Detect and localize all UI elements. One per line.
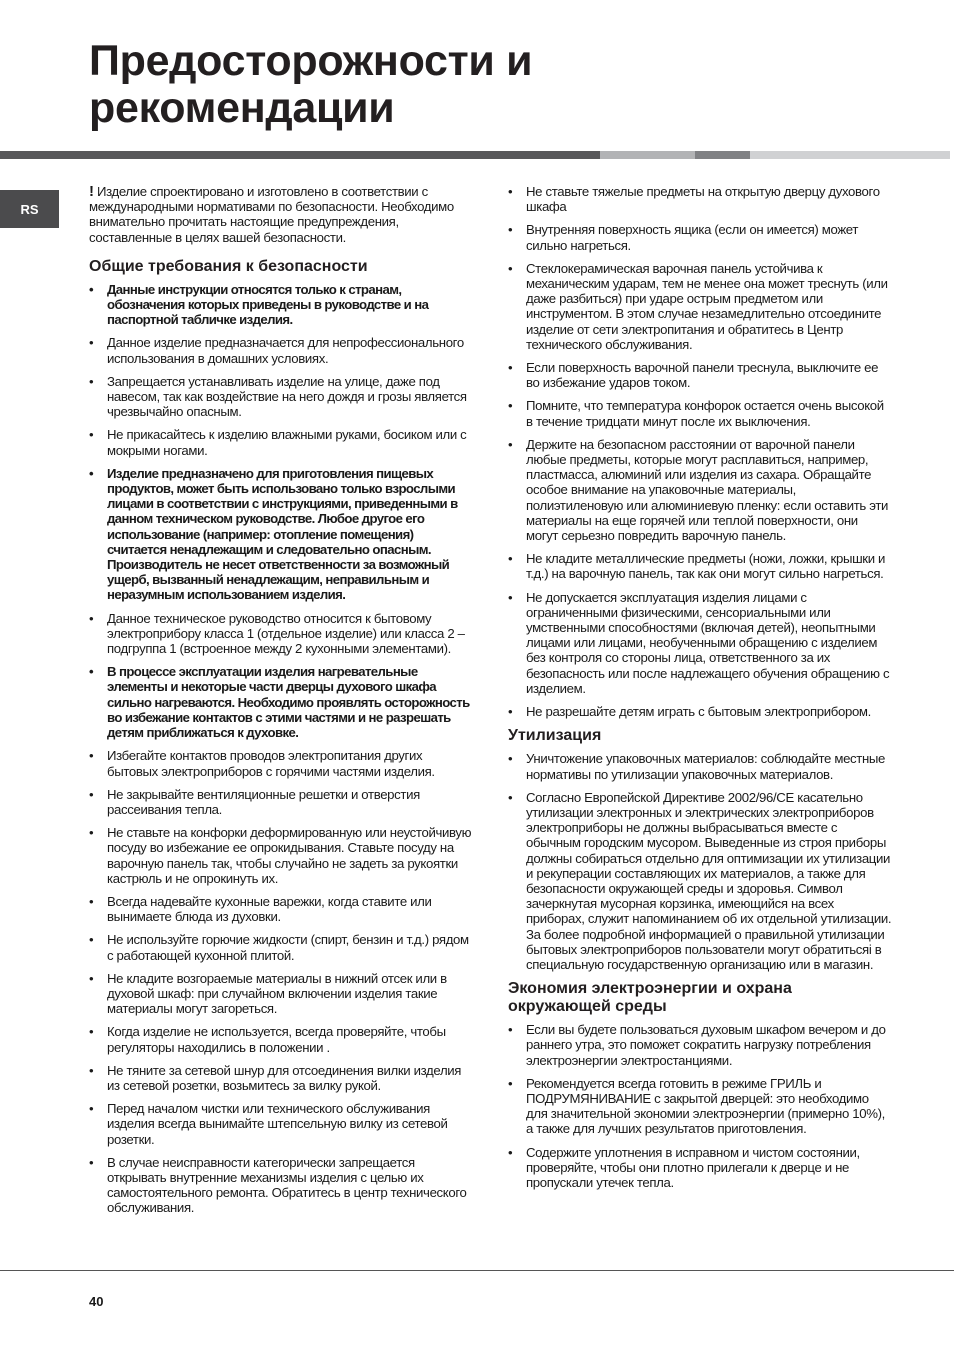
right-column <box>508 184 893 1198</box>
list-item: • Помните, что температура конфорок остается очень высокой в течение тридцати минут после их выключения. <box>508 398 893 428</box>
list-item: • Не разрешайте детям играть с бытовым электроприбором. <box>508 704 893 719</box>
intro-text: Изделие спроектировано и изготовлено в соответствии с международными нормативами по безопасности. Необходимо внимательно прочитать настоящие предупреждения, составленные в целях вашей безопасности. <box>89 184 454 245</box>
list-item: • Изделие предназначено для приготовления пищевых продуктов, может быть использовано только взрослыми лицами в соответствии с инструкциями, приведенными в данном техническом руководстве. Любое другое его использование (например: отопление помещения) считается ненадлежащим и следовательно опасным. Производитель не несет ответственности за возможный ущерб, вызванный ненадлежащим, неправильным и неразумным использованием изделия. <box>89 466 474 603</box>
list-item: • Если вы будете пользоваться духовым шкафом вечером и до раннего утра, это поможет сократить нагрузку потребления электроэнергии электростанциями. <box>508 1022 893 1068</box>
list-item: • Содержите уплотнения в исправном и чистом состоянии, проверяйте, чтобы они плотно прилегали к дверце и не пропускали утечек тепла. <box>508 1145 893 1191</box>
list-item: • Если поверхность варочной панели треснула, выключите ее во избежание ударов током. <box>508 360 893 390</box>
list-item: • Не тяните за сетевой шнур для отсоединения вилки изделия из сетевой розетки, возьмитесь за вилку рукой. <box>89 1063 474 1093</box>
footer-divider <box>0 1270 954 1271</box>
header-divider-segment <box>600 151 695 159</box>
safety-list <box>89 282 474 1216</box>
list-item: • Запрещается устанавливать изделие на улице, даже под навесом, так как воздействие на него дождя и грозы является чрезвычайно опасным. <box>89 374 474 420</box>
header-divider-segment <box>0 151 600 159</box>
list-item: • Не ставьте тяжелые предметы на открытую дверцу духового шкафа <box>508 184 893 214</box>
list-item: • Согласно Европейской Директиве 2002/96/CE касательно утилизации электронных и электрических электроприборов электроприборы не должны выбрасываться вместе с обычным городским мусором. Выведенные из строя приборы должны собираться отдельно для оптимизации их утилизации и рекуперации составляющих их материалов, а также для безопасности окружающей среды и здоровья. Символ зачеркнутая мусорная корзинка, имеющийся на всех приборах, служит напоминанием об их отдельной утилизации. За более подробной информацией о правильной утилизации бытовых электроприборов пользователи могут обратитьсяі в специальную государственную организацию или в магазин. <box>508 790 893 972</box>
list-item: • Не закрывайте вентиляционные решетки и отверстия рассеивания тепла. <box>89 787 474 817</box>
section-heading-safety: Общие требования к безопасности <box>89 257 368 275</box>
list-item: • Не ставьте на конфорки деформированную или неустойчивую посуду во избежание ее опрокидывания. Ставьте посуду на варочную панель так, чтобы случайно не задеть за рукоятки кастрюль и не опрокинуть их. <box>89 825 474 886</box>
list-item: • Данное изделие предназначается для непрофессионального использования в домашних условиях. <box>89 335 474 365</box>
list-item: • Держите на безопасном расстоянии от варочной панели любые предметы, которые могут расплавиться, например, пластмасса, алюминий или изделия из сахара. Обращайте особое внимание на упаковочные материалы, полиэтиленовую или алюминиевую пленку: если оставить эти материалы на еще горячей или теплой поверхности, они могут серьезно повредить варочную панель. <box>508 437 893 543</box>
safety-list-continued <box>508 184 893 719</box>
list-item: • Внутренняя поверхность ящика (если он имеется) может сильно нагреться. <box>508 222 893 252</box>
list-item: • Уничтожение упаковочных материалов: соблюдайте местные нормативы по утилизации упаковочных материалов. <box>508 751 893 781</box>
list-item: • Рекомендуется всегда готовить в режиме ГРИЛЬ и ПОДРУМЯНИВАНИЕ с закрытой дверцей: это необходимо для значительной экономии электроэнергии (примерно 10%), а также для лучших результатов приготовления. <box>508 1076 893 1137</box>
language-tab: RS <box>0 190 59 228</box>
energy-list <box>508 1022 893 1190</box>
list-item: • Не прикасайтесь к изделию влажными руками, босиком или с мокрыми ногами. <box>89 427 474 457</box>
warning-mark: ! <box>89 183 94 200</box>
page-title-line-1: Предосторожности и <box>89 37 533 85</box>
left-column <box>89 184 474 1224</box>
page-number: 40 <box>89 1294 104 1309</box>
section-heading-disposal: Утилизация <box>508 727 602 745</box>
header-divider-segment <box>695 151 750 159</box>
disposal-list <box>508 751 893 972</box>
list-item: • Перед началом чистки или технического обслуживания изделия всегда вынимайте штепсельную вилку из сетевой розетки. <box>89 1101 474 1147</box>
list-item: • Данное техническое руководство относится к бытовому электроприбору класса 1 (отдельное изделие) или класса 2 – подгруппа 1 (встроенное между 2 кухонными элементами). <box>89 611 474 657</box>
list-item: • Не допускается эксплуатация изделия лицами с ограниченными физическими, сенсориальными или умственными способностями (включая детей), неопытными лицами или лицами, необученными обращению с изделием без контроля со стороны лица, ответственного за их безопасность или после надлежащего обучения обращению с изделием. <box>508 590 893 696</box>
section-heading-energy: Экономия электроэнергии и охрана окружающей среды <box>508 980 792 1016</box>
list-item: • Не кладите металлические предметы (ножи, ложки, крышки и т.д.) на варочную панель, так как они могут сильно нагреться. <box>508 551 893 581</box>
intro-paragraph <box>89 184 474 245</box>
list-item: • Не используйте горючие жидкости (спирт, бензин и т.д.) рядом с работающей кухонной плитой. <box>89 932 474 962</box>
list-item: • Когда изделие не используется, всегда проверяйте, чтобы регуляторы находились в положении . <box>89 1024 474 1054</box>
header-divider-segment <box>750 151 950 159</box>
list-item: • Всегда надевайте кухонные варежки, когда ставите или вынимаете блюда из духовки. <box>89 894 474 924</box>
list-item: • Данные инструкции относятся только к странам, обозначения которых приведены в руководстве и на паспортной табличке изделия. <box>89 282 474 328</box>
list-item: • Стеклокерамическая варочная панель устойчива к механическим ударам, тем не менее она может треснуть (или даже разбиться) при ударе острым предметом или инструментом. В этом случае незамедлительно отсоедините изделие от сети электропитания и обратитесь в Центр технического обслуживания. <box>508 261 893 352</box>
list-item: • В случае неисправности категорически запрещается открывать внутренние механизмы изделия с целью их самостоятельного ремонта. Обратитесь в центр технического обслуживания. <box>89 1155 474 1216</box>
page-title-line-2: рекомендации <box>89 84 395 132</box>
list-item: • Не кладите возгораемые материалы в нижний отсек или в духовой шкаф: при случайном включении изделия такие материалы могут загореться. <box>89 971 474 1017</box>
list-item: • Избегайте контактов проводов электропитания других бытовых электроприборов с горячими частями изделия. <box>89 748 474 778</box>
list-item: • В процессе эксплуатации изделия нагревательные элементы и некоторые части дверцы духового шкафа сильно нагреваются. Необходимо проявлять осторожность во избежание контактов с этими частями и не разрешать детям приближаться к духовке. <box>89 664 474 740</box>
page-title <box>89 38 532 132</box>
